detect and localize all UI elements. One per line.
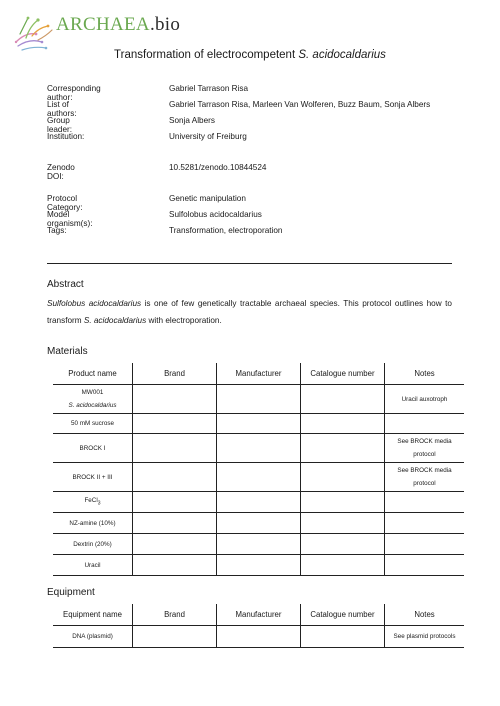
table-row (53, 534, 464, 555)
notes-cell (385, 513, 465, 534)
product-name-cell: BROCK II + III (53, 463, 133, 492)
product-name-cell: 50 mM sucrose (53, 414, 133, 434)
product-name-cell: MW001 S. acidocaldarius (53, 385, 133, 414)
notes-cell: See plasmid protocols (385, 626, 465, 648)
product-name-cell: Dextrin (20%) (53, 534, 133, 555)
equipment-table (53, 604, 464, 648)
column-header: Notes (385, 363, 465, 385)
materials-heading: Materials (47, 346, 88, 357)
column-header: Manufacturer (217, 604, 301, 626)
table-header-row (53, 604, 464, 626)
table-row (53, 414, 464, 434)
site-logo[interactable]: ARCHAEA.bio (56, 14, 181, 35)
abstract-text: Sulfolobus acidocaldarius is one of few genetically tractable archaeal species. This protocol outlines how to transform S. acidocaldarius with electroporation. (47, 299, 452, 325)
notes-cell (385, 555, 465, 576)
table-row (53, 385, 464, 414)
doi-link[interactable]: 10.5281/zenodo.10844524 (169, 163, 267, 172)
column-header: Catalogue number (301, 604, 385, 626)
column-header: Notes (385, 604, 465, 626)
notes-cell (385, 414, 465, 434)
notes-cell: See BROCK media protocol (385, 434, 465, 463)
column-header: Brand (133, 363, 217, 385)
equipment-heading: Equipment (47, 587, 95, 598)
notes-cell (385, 534, 465, 555)
column-header: Brand (133, 604, 217, 626)
product-name-cell: BROCK I (53, 434, 133, 463)
section-divider (47, 263, 452, 264)
table-row (53, 513, 464, 534)
table-row (53, 555, 464, 576)
table-row (53, 626, 464, 648)
materials-table (53, 363, 464, 576)
table-header-row (53, 363, 464, 385)
notes-cell (385, 492, 465, 513)
equipment-name-cell: DNA (plasmid) (53, 626, 133, 648)
product-name-cell: NZ-amine (10%) (53, 513, 133, 534)
table-row (53, 463, 464, 492)
column-header: Manufacturer (217, 363, 301, 385)
page-title: Transformation of electrocompetent S. acidocaldarius (114, 49, 386, 61)
notes-cell: See BROCK media protocol (385, 463, 465, 492)
column-header: Catalogue number (301, 363, 385, 385)
column-header: Product name (53, 363, 133, 385)
product-name-cell: FeCl$_3$ (53, 492, 133, 513)
notes-cell: Uracil auxotroph (385, 385, 465, 414)
product-name-cell: Uracil (53, 555, 133, 576)
column-header: Equipment name (53, 604, 133, 626)
abstract-heading: Abstract (47, 279, 84, 290)
table-row (53, 434, 464, 463)
table-row (53, 492, 464, 513)
